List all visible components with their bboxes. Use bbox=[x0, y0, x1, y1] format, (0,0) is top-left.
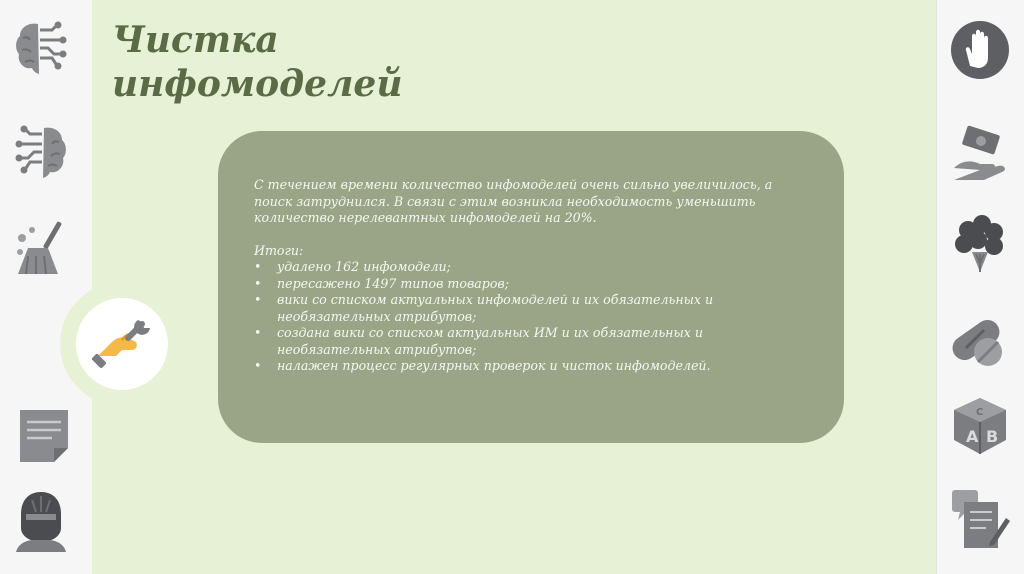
stop-hand-icon[interactable] bbox=[950, 20, 1010, 80]
summary-heading: Итоги: bbox=[254, 242, 304, 258]
list-item: • вики со списком актуальных инфомоделей и их обязательных и необязательных атрибутов; bbox=[254, 292, 810, 325]
broom-icon[interactable] bbox=[14, 218, 72, 278]
svg-text:B: B bbox=[986, 427, 999, 446]
robot-head-icon[interactable] bbox=[12, 490, 70, 552]
list-item: • создана вики со списком актуальных ИМ и их обязательных и необязательных атрибутов; bbox=[254, 325, 810, 358]
flower-bouquet-icon[interactable] bbox=[950, 214, 1010, 276]
slide-title: Чистка инфомоделей bbox=[112, 19, 403, 105]
pill-capsule-icon[interactable] bbox=[944, 310, 1008, 370]
intro-paragraph: С течением времени количество инфомоделей очень сильно увеличилось, а поиск затруднился. В связи с этим возникла необходимость уменьшить количество нерелевантных инфомоделей на 20%. bbox=[254, 177, 773, 225]
results-list bbox=[254, 259, 810, 375]
content-card bbox=[218, 131, 844, 443]
brain-circuit-icon[interactable] bbox=[12, 18, 70, 78]
document-edit-icon[interactable] bbox=[950, 488, 1010, 552]
brain-circuit-icon[interactable] bbox=[12, 122, 70, 182]
list-item: • пересажено 1497 типов товаров; bbox=[254, 276, 810, 293]
left-sidebar bbox=[0, 0, 93, 574]
money-hand-icon[interactable] bbox=[950, 124, 1010, 184]
svg-text:A: A bbox=[966, 427, 979, 446]
svg-text:C: C bbox=[976, 407, 984, 418]
list-item: • налажен процесс регулярных проверок и чисток инфомоделей. bbox=[254, 358, 810, 375]
abc-blocks-icon[interactable] bbox=[950, 396, 1010, 456]
document-icon[interactable] bbox=[18, 408, 70, 464]
wrench-hand-icon[interactable] bbox=[92, 312, 152, 370]
list-item: • удалено 162 инфомодели; bbox=[254, 259, 810, 276]
